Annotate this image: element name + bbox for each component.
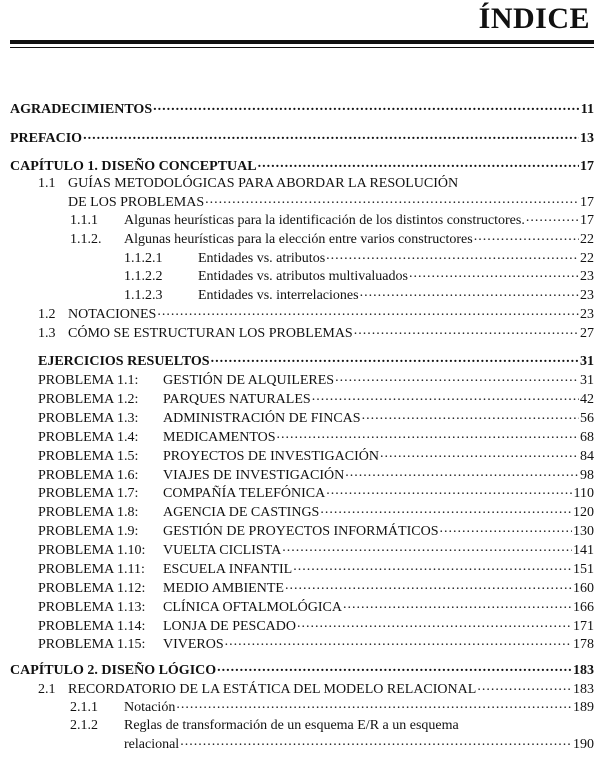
toc-entry-number: PROBLEMA 1.12: (38, 581, 146, 596)
toc-leader-dots (217, 662, 572, 674)
toc-entry-title: Entidades vs. atributos multivaluados (198, 269, 408, 284)
toc-entry[interactable] (38, 523, 594, 540)
toc-entry-number: 1.1.2.1 (124, 251, 163, 266)
toc-entry-title: PREFACIO (10, 131, 83, 146)
toc-entry-title: COMPAÑÍA TELEFÓNICA (163, 486, 326, 501)
toc-entry[interactable] (38, 681, 594, 698)
toc-entry-title-continued: relacional (124, 737, 180, 752)
toc-page-number: 31 (580, 354, 594, 369)
toc-entry[interactable] (38, 485, 594, 502)
toc-entry-number: PROBLEMA 1.10: (38, 543, 146, 558)
toc-page-number: 27 (580, 326, 594, 341)
toc-entry-title: GESTIÓN DE PROYECTOS INFORMÁTICOS (163, 524, 439, 539)
toc-page-number: 11 (580, 102, 594, 117)
toc-page-number: 171 (573, 619, 594, 634)
toc-entry-number: 1.3 (38, 326, 56, 341)
toc-entry[interactable] (38, 176, 594, 192)
toc-entry-number: PROBLEMA 1.9: (38, 524, 139, 539)
toc-entry-title: CLÍNICA OFTALMOLÓGICA (163, 600, 342, 615)
toc-entry-title: AGRADECIMIENTOS (10, 102, 153, 117)
toc-page-number: 13 (580, 131, 594, 146)
toc-page-number: 160 (573, 581, 594, 596)
toc-leader-dots (225, 636, 572, 648)
toc-leader-dots (474, 231, 579, 243)
toc-leader-dots (409, 268, 579, 280)
toc-entry[interactable] (38, 504, 594, 521)
toc-entry[interactable] (124, 268, 594, 285)
toc-leader-dots (343, 599, 572, 611)
toc-entry-number: PROBLEMA 1.15: (38, 637, 146, 652)
toc-page-number: 23 (580, 288, 594, 303)
toc-page-number: 31 (580, 373, 594, 388)
toc-entry-number: PROBLEMA 1.1: (38, 373, 139, 388)
toc-entry[interactable] (70, 718, 594, 734)
toc-leader-dots (282, 542, 572, 554)
toc-entry-number: PROBLEMA 1.11: (38, 562, 145, 577)
toc-entry-title: Entidades vs. atributos (198, 251, 326, 266)
toc-leader-dots (320, 504, 572, 516)
toc-entry-title-continued: DE LOS PROBLEMAS (68, 195, 205, 210)
toc-entry[interactable] (124, 287, 594, 304)
toc-entry[interactable] (38, 467, 594, 484)
toc-leader-dots (277, 429, 579, 441)
toc-page-number: 17 (580, 213, 594, 228)
toc-entry-number: 1.1.2.3 (124, 288, 163, 303)
toc-page-number: 98 (580, 468, 594, 483)
toc-entry[interactable] (38, 580, 594, 597)
page-title: ÍNDICE (478, 2, 590, 35)
toc-leader-dots (360, 287, 579, 299)
toc-page-number: 23 (580, 307, 594, 322)
toc-entry-number: PROBLEMA 1.4: (38, 430, 139, 445)
toc-leader-dots (335, 372, 579, 384)
toc-page-number: 17 (580, 159, 594, 174)
toc-leader-dots (477, 681, 572, 693)
toc-page-number: 189 (573, 700, 594, 715)
toc-entry-title: MEDIO AMBIENTE (163, 581, 284, 596)
toc-entry[interactable] (38, 636, 594, 653)
toc-entry-title: GUÍAS METODOLÓGICAS PARA ABORDAR LA RESOLUCIÓN (68, 176, 459, 191)
toc-entry-title: ADMINISTRACIÓN DE FINCAS (163, 411, 361, 426)
toc-entry-title: ESCUELA INFANTIL (163, 562, 293, 577)
toc-entry[interactable] (10, 101, 594, 118)
toc-entry-title: LONJA DE PESCADO (163, 619, 297, 634)
toc-page-number: 22 (580, 251, 594, 266)
toc-entry[interactable] (38, 410, 594, 427)
toc-entry-number: 2.1.2 (70, 718, 98, 733)
toc-page-number: 42 (580, 392, 594, 407)
toc-page-number: 190 (573, 737, 594, 752)
toc-leader-dots (258, 158, 579, 170)
toc-entry-number: 1.1.2. (70, 232, 102, 247)
toc-entry[interactable] (38, 306, 594, 323)
toc-page-number: 166 (573, 600, 594, 615)
toc-entry-title: GESTIÓN DE ALQUILERES (163, 373, 335, 388)
toc-entry-title: VIVEROS (163, 637, 224, 652)
toc-entry[interactable] (70, 212, 594, 229)
toc-entry-number: PROBLEMA 1.7: (38, 486, 139, 501)
toc-leader-dots (326, 250, 579, 262)
toc-entry-title: VIAJES DE INVESTIGACIÓN (163, 468, 345, 483)
toc-entry-continuation[interactable] (124, 736, 594, 753)
toc-leader-dots (211, 353, 579, 365)
toc-entry[interactable] (38, 448, 594, 465)
toc-leader-dots (153, 101, 580, 113)
toc-leader-dots (293, 561, 572, 573)
toc-entry-number: PROBLEMA 1.5: (38, 449, 139, 464)
toc-leader-dots (440, 523, 573, 535)
title-rule-thick (10, 40, 594, 44)
toc-entry-title: CAPÍTULO 2. DISEÑO LÓGICO (10, 663, 217, 678)
toc-page-number: 110 (573, 486, 594, 501)
toc-entry[interactable] (10, 662, 594, 679)
toc-entry-title: PROYECTOS DE INVESTIGACIÓN (163, 449, 379, 464)
toc-entry-number: PROBLEMA 1.13: (38, 600, 146, 615)
toc-leader-dots (297, 618, 572, 630)
toc-entry-number: 2.1 (38, 682, 56, 697)
toc-page-number: 178 (573, 637, 594, 652)
toc-entry[interactable] (70, 699, 594, 716)
toc-entry-title: EJERCICIOS RESUELTOS (38, 354, 210, 369)
toc-page-number: 151 (573, 562, 594, 577)
toc-entry-number: 2.1.1 (70, 700, 98, 715)
toc-page-number: 56 (580, 411, 594, 426)
toc-entry[interactable] (38, 372, 594, 389)
toc-entry[interactable] (38, 391, 594, 408)
toc-entry-title: Notación (124, 700, 176, 715)
toc-entry-number: PROBLEMA 1.2: (38, 392, 139, 407)
toc-leader-dots (285, 580, 572, 592)
toc-entry[interactable] (38, 325, 594, 342)
toc-entry-title: MEDICAMENTOS (163, 430, 276, 445)
title-rule-thin (10, 47, 594, 48)
toc-page-number: 17 (580, 195, 594, 210)
toc-page-number: 183 (573, 682, 594, 697)
toc-entry[interactable] (38, 542, 594, 559)
toc-page-number: 183 (573, 663, 594, 678)
toc-entry-title: NOTACIONES (68, 307, 157, 322)
toc-entry-title: RECORDATORIO DE LA ESTÁTICA DEL MODELO RELACIONAL (68, 682, 477, 697)
toc-entry-title: Entidades vs. interrelaciones (198, 288, 359, 303)
toc-leader-dots (176, 699, 572, 711)
toc-leader-dots (180, 736, 572, 748)
toc-leader-dots (345, 467, 579, 479)
toc-leader-dots (380, 448, 579, 460)
toc-entry[interactable] (38, 353, 594, 370)
toc-page-number: 84 (580, 449, 594, 464)
toc-entry-title: CAPÍTULO 1. DISEÑO CONCEPTUAL (10, 159, 257, 174)
toc-page-number: 130 (573, 524, 594, 539)
toc-entry-title: Algunas heurísticas para la elección entre varios constructores (124, 232, 473, 247)
toc-entry[interactable] (38, 599, 594, 616)
toc-entry-title: AGENCIA DE CASTINGS (163, 505, 320, 520)
toc-entry[interactable] (70, 231, 594, 248)
toc-entry-number: PROBLEMA 1.6: (38, 468, 139, 483)
toc-entry[interactable] (38, 561, 594, 578)
toc-entry-number: 1.1 (38, 176, 56, 191)
toc-leader-dots (157, 306, 579, 318)
toc-entry-number: 1.1.1 (70, 213, 98, 228)
toc-leader-dots (312, 391, 579, 403)
toc-page-number: 68 (580, 430, 594, 445)
toc-entry-number: PROBLEMA 1.8: (38, 505, 139, 520)
toc-entry-number: 1.2 (38, 307, 56, 322)
toc-entry[interactable] (10, 130, 594, 147)
toc-entry[interactable] (38, 618, 594, 635)
toc-entry-number: 1.1.2.2 (124, 269, 163, 284)
toc-page-number: 22 (580, 232, 594, 247)
toc-entry-title: VUELTA CICLISTA (163, 543, 282, 558)
toc-entry-continuation[interactable] (68, 194, 594, 211)
toc-page-number: 23 (580, 269, 594, 284)
toc-leader-dots (326, 485, 572, 497)
toc-entry[interactable] (38, 429, 594, 446)
toc-entry[interactable] (124, 250, 594, 267)
toc-entry-title: Reglas de transformación de un esquema E/R a un esquema (124, 718, 459, 733)
toc-leader-dots (205, 194, 579, 206)
toc-entry-title: CÓMO SE ESTRUCTURAN LOS PROBLEMAS (68, 326, 353, 341)
toc-page-number: 141 (573, 543, 594, 558)
toc-leader-dots (83, 130, 579, 142)
toc-entry-title: PARQUES NATURALES (163, 392, 311, 407)
toc-entry-number: PROBLEMA 1.3: (38, 411, 139, 426)
toc-entry-number: PROBLEMA 1.14: (38, 619, 146, 634)
toc-leader-dots (354, 325, 579, 337)
toc-entry[interactable] (10, 158, 594, 175)
toc-leader-dots (362, 410, 579, 422)
toc-page-number: 120 (573, 505, 594, 520)
toc-leader-dots (526, 212, 579, 224)
toc-entry-title: Algunas heurísticas para la identificación de los distintos constructores. (124, 213, 525, 228)
